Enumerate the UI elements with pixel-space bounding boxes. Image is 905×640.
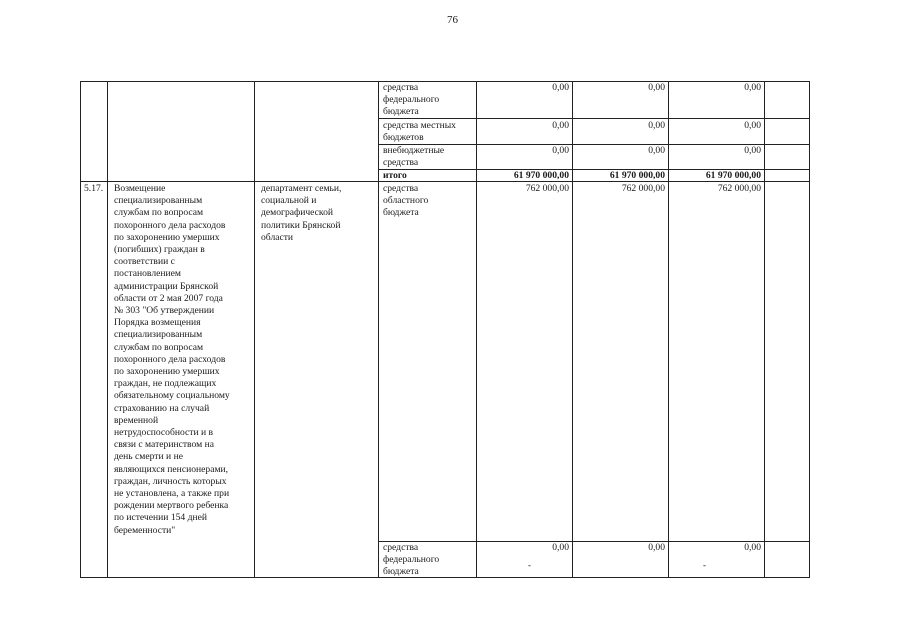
value-cell: 762 000,00: [717, 183, 761, 194]
source-cell: внебюджетные средства: [383, 145, 445, 169]
value-cell: 0,00: [552, 542, 569, 553]
col-divider: [378, 81, 379, 578]
total-value: 61 970 000,00: [513, 170, 569, 181]
item-number: 5.17.: [84, 183, 104, 194]
value-cell: 0,00: [552, 82, 569, 93]
total-value: 61 970 000,00: [705, 170, 761, 181]
total-value: 61 970 000,00: [609, 170, 665, 181]
value-cell: 0,00: [648, 120, 665, 131]
item-description: Возмещение специализированным службам по вопросам похоронного дела расходов по захоронению умерших (погибших) граждан в соответствии с постановлением администрации Брянской области от 2 мая 2007 года № 303 "Об утверждении Порядка возмещения специализированным службам по вопросам похоронного дела расходов по захоронению умерших граждан, не подлежащих обязательному социальному страхованию на случай временной нетрудоспособности и в связи с материнством на день смерти и не являющихся пенсионерами, граждан, личность которых не установлена, а также при рождении мертвого ребенка по истечении 154 дней беременности": [114, 183, 230, 536]
col-divider: [254, 81, 255, 578]
value-cell: 0,00: [552, 145, 569, 156]
value-cell: 0,00: [744, 82, 761, 93]
value-cell: 762 000,00: [525, 183, 569, 194]
dash-mark: -: [703, 560, 706, 570]
page-number: 76: [447, 14, 458, 26]
value-cell: 762 000,00: [621, 183, 665, 194]
source-cell: средства федерального бюджета: [383, 542, 440, 578]
source-cell: средства местных бюджетов: [383, 120, 456, 144]
value-cell: 0,00: [648, 542, 665, 553]
source-cell: средства федерального бюджета: [383, 82, 440, 118]
col-divider: [476, 81, 477, 578]
value-cell: 0,00: [648, 145, 665, 156]
value-cell: 0,00: [744, 542, 761, 553]
budget-table: [80, 81, 810, 578]
table-right-border: [809, 81, 810, 578]
value-cell: 0,00: [744, 145, 761, 156]
col-divider: [80, 81, 81, 578]
col-divider: [668, 81, 669, 578]
value-cell: 0,00: [648, 82, 665, 93]
source-cell: средства областного бюджета: [383, 183, 429, 219]
col-divider: [107, 81, 108, 578]
col-divider: [572, 81, 573, 578]
item-executor: департамент семьи, социальной и демографической политики Брянской области: [261, 183, 342, 243]
value-cell: 0,00: [552, 120, 569, 131]
total-label: итого: [383, 170, 407, 181]
col-divider: [764, 81, 765, 578]
value-cell: 0,00: [744, 120, 761, 131]
dash-mark: -: [528, 560, 531, 570]
